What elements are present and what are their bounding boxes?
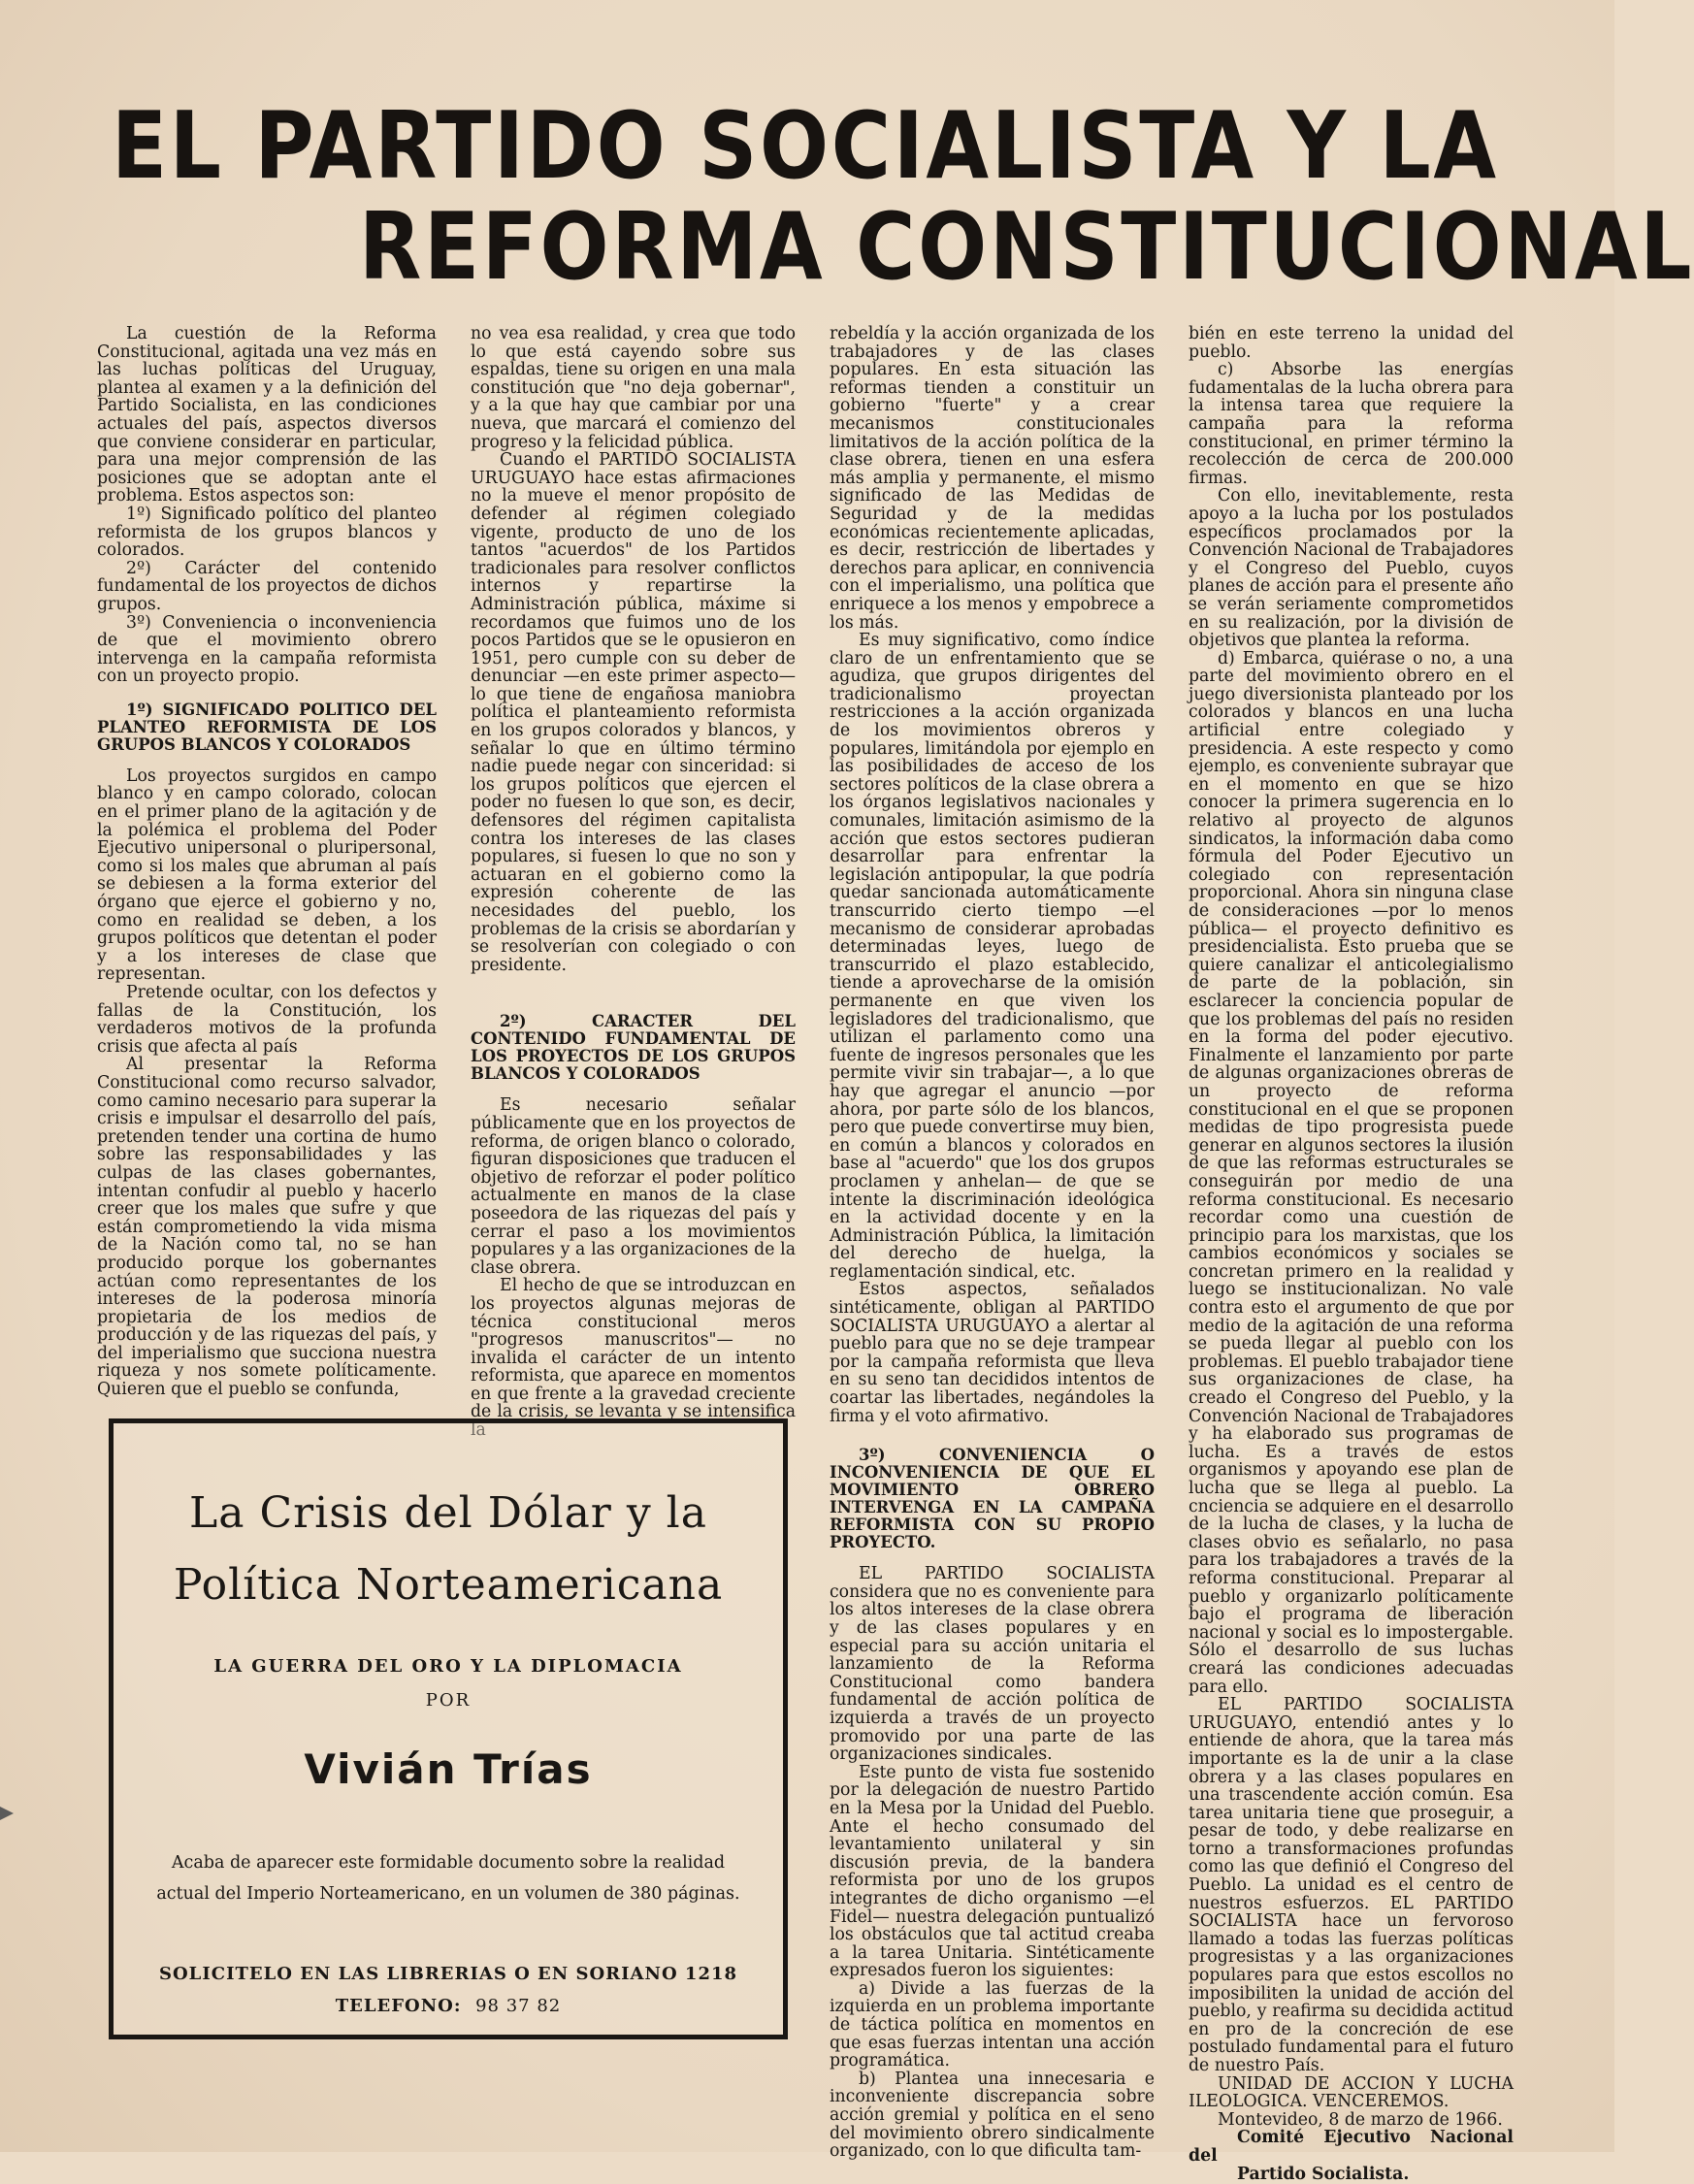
article-column-3 — [830, 324, 1155, 2162]
headline-line-1: EL PARTIDO SOCIALISTA Y LA — [112, 93, 1499, 200]
paragraph: 1º) Significado político del planteo reformista de los grupos blancos y colorados. — [97, 504, 437, 561]
paragraph: La cuestión de la Reforma Constitucional, agitada una vez más en las luchas políticas del Uruguay, plantea al examen y a la definición del Partido Socialista, en las condiciones actuales del país, aspectos diversos que conviene considerar en particular, para una mejor comprensión de las posiciones que se adoptan ante el problema. Estos aspectos son: — [97, 324, 437, 506]
paragraph: 3º) Conveniencia o inconveniencia de que el movimiento obrero intervenga en la campaña reformista con un proyecto propio. — [97, 612, 437, 687]
paragraph: Es necesario señalar públicamente que en los proyectos de reforma, de origen blanco o colorado, figuran disposiciones que traducen el objetivo de reforzar el poder político actualmente en manos de la clase poseedora de las riquezas del país y cerrar el paso a los movimientos populares y a las organizaciones de la clase obrera. — [471, 1095, 796, 1278]
ad-title-line-1: La Crisis del Dólar y la — [189, 1488, 707, 1538]
ad-title — [114, 1478, 783, 1621]
section-heading-1: 1º) SIGNIFICADO POLITICO DEL PLANTEO REFORMISTA DE LOS GRUPOS BLANCOS Y COLORADOS — [97, 700, 437, 754]
ad-author: Vivián Trías — [304, 1745, 593, 1793]
ad-phone-line — [114, 1996, 783, 2016]
paragraph: b) Plantea una innecesaria e inconveniente discrepancia sobre acción gremial y política en el seno del movimiento obrero sindicalmente organizado, con lo que dificulta tam- — [830, 2069, 1155, 2162]
paragraph: El hecho de que se introduzcan en los proyectos algunas mejoras de técnica constitucional meros "progresos manuscritos"— no invalida el carácter de un intento reformista, que aparece en momentos en que frente a la gravedad creciente de la crisis, se levanta y se intensifica la — [471, 1276, 796, 1441]
paragraph: Los proyectos surgidos en campo blanco y en campo colorado, colocan en el primer plano de la agitación y de la polémica el problema del Poder Ejecutivo unipersonal o pluripersonal, como si los males que abruman al país se debiesen a la forma exterior del órgano que ejerce el gobierno y no, como en realidad se deben, a los grupos políticos que detentan el poder y a los intereses de clase que representan. — [97, 766, 437, 985]
paragraph: Con ello, inevitablemente, resta apoyo a la lucha por los postulados específicos proclamados por la Convención Nacional de Trabajadores y el Congreso del Pueblo, cuyos planes de acción para el presente año se verán seriamente comprometidos en su realización, por la división de objetivos que plantea la reforma. — [1189, 486, 1514, 651]
paragraph: EL PARTIDO SOCIALISTA URUGUAYO, entendió antes y lo entiende de ahora, que la tarea más importante es la de unir a la clase obrera y a las clases populares en una trascendente acción común. Esa tarea unitaria tiene que proseguir, a pesar de todo, y debe realizarse en torno a transformaciones profundas como las que definió el Congreso del Pueblo. La unidad es el centro de nuestros esfuerzos. EL PARTIDO SOCIALISTA hace un fervoroso llamado a todas las fuerzas políticas progresistas y a las organizaciones populares para que estos escollos no imposibiliten la unidad de acción del pueblo, y reafirma su decidida actitud en pro de la concreción de ese postulado fundamental para el futuro de nuestro País. — [1189, 1695, 1514, 2075]
paragraph: Pretende ocultar, con los defectos y fallas de la Constitución, los verdaderos motivos de la profunda crisis que afecta al país — [97, 983, 437, 1057]
paragraph: Este punto de vista fue sostenido por la delegación de nuestro Partido en la Mesa por la Unidad del Pueblo. Ante el hecho consumado del levantamiento unilateral y sin discusión previa, de la bandera reformista por uno de los grupos integrantes de dicho organismo —el Fidel— nuestra delegación puntualizó los obstáculos que tal actitud creaba a la tarea Unitaria. Sintéticamente expresados fueron los siguientes: — [830, 1762, 1155, 1981]
paragraph: a) Divide a las fuerzas de la izquierda en un problema importante de táctica política en momentos en que esas fuerzas intentan una acción programática. — [830, 1978, 1155, 2071]
article-column-2 — [471, 324, 796, 1441]
article-column-4 — [1189, 324, 1514, 2184]
paragraph: EL PARTIDO SOCIALISTA considera que no es conveniente para los altos intereses de la clase obrera y de las clases populares y en especial para su acción unitaria el lanzamiento de la Reforma Constitucional como bandera fundamental de acción política de izquierda a través de un proyecto promovido por una parte de las organizaciones sindicales. — [830, 1564, 1155, 1765]
ad-body: Acaba de aparecer este formidable documento sobre la realidad actual del Imperio Norteamericano, en un volumen de 380 páginas. — [156, 1853, 740, 1904]
paragraph: bién en este terreno la unidad del pueblo. — [1189, 324, 1514, 362]
ad-order-line: SOLICITELO EN LAS LIBRERIAS O EN SORIANO 1218 — [158, 1964, 738, 1984]
date-line: Montevideo, 8 de marzo de 1966. — [1218, 2109, 1503, 2130]
ad-subtitle: LA GUERRA DEL ORO Y LA DIPLOMACIA — [213, 1656, 683, 1677]
margin-arrow-icon — [0, 1807, 14, 1820]
paragraph: no vea esa realidad, y crea que todo lo que está cayendo sobre sus espaldas, tiene su origen en una mala constitución que "no deja gobernar", y a la que hay que cambiar por una nueva, que marcará el comienzo del progreso y la felicidad pública. — [471, 324, 796, 452]
paragraph: c) Absorbe las energías fudamentalas de la lucha obrera para la intensa tarea que requiere la campaña para la reforma constitucional, en primer término la recolección de cerca de 200.000 firmas. — [1189, 360, 1514, 488]
paragraph: Estos aspectos, señalados sintéticamente, obligan al PARTIDO SOCIALISTA URUGUAYO a alertar al pueblo para que no se deje trampear por la campaña reformista que lleva en su seno tan decididos intentos de coartar las libertades, negándoles la firma y el voto afirmativo. — [830, 1280, 1155, 1426]
ad-by-label: POR — [425, 1690, 472, 1711]
paragraph: rebeldía y la acción organizada de los trabajadores y de las clases populares. En esta situación las reformas tienden a constituir un gobierno "fuerte" y a crear mecanismos constitucionales limitativos de la acción política de la clase obrera, tienen en una esfera más amplia y permanente, el mismo significado de las Medidas de Seguridad y de la medidas económicas recientemente aplicadas, es decir, restricción de libertades y derechos para aplicar, en connivencia con el imperialismo, una política que enriquece a los menos y empobrece a los más. — [830, 324, 1155, 633]
ad-title-line-2: Política Norteamericana — [173, 1560, 724, 1610]
section-heading-3: 3º) CONVENIENCIA O INCONVENIENCIA DE QUE EL MOVIMIENTO OBRERO INTERVENGA EN LA CAMPAÑA REFORMISTA CON SU PROPIO PROYECTO. — [830, 1446, 1155, 1552]
paragraph: Al presentar la Reforma Constitucional como recurso salvador, como camino necesario para superar la crisis e impulsar el desarrollo del país, pretenden tender una cortina de humo sobre las responsabilidades y las culpas de las clases gobernantes, intentan confudir al pueblo y hacerlo creer que los males que sufre y que están comprometiendo la vida misma de la Nación como tal, no se han producido porque los gobernantes actúan como representantes de los intereses de la poderosa minoría propietaria de los medios de producción y de las riquezas del país, y del imperialismo que succiona nuestra riqueza y nos somete políticamente. Quieren que el pueblo se confunda, — [97, 1055, 437, 1400]
closing-slogan: UNIDAD DE ACCION Y LUCHA ILEOLOGICA. VENCEREMOS. — [1189, 2073, 1514, 2112]
paragraph: Cuando el PARTIDO SOCIALISTA URUGUAYO hace estas afirmaciones no la mueve el menor propósito de defender al régimen colegiado vigente, producto de uno de los tantos "acuerdos" de los Partidos tradicionales para resolver conflictos internos y repartirse la Administración pública, máxime si recordamos que fuimos uno de los pocos Partidos que se le opusieron en 1951, pero cumple con su deber de denunciar —en este primer aspecto— lo que tiene de engañosa maniobra política el planteamiento reformista en los grupos colorados y blancos, y señalar lo que en último término nadie puede negar con sinceridad: si los grupos políticos que ejercen el poder no fuesen lo que son, es decir, defensores del régimen capitalista contra los intereses de las clases populares, si fuesen lo que no son y actuaran en el gobierno como la expresión coherente de las necesidades del pueblo, los problemas de la crisis se abordarían y se resolverían con colegiado o con presidente. — [471, 450, 796, 975]
signature-line-2: Partido Socialista. — [1237, 2164, 1410, 2184]
article-column-1 — [97, 324, 437, 1400]
signature-line-1: Comité Ejecutivo Nacional del — [1189, 2128, 1514, 2166]
paragraph: Es muy significativo, como índice claro de un enfrentamiento que se agudiza, que grupos dirigentes del tradicionalismo proyectan restricciones a la acción organizada de los movimientos obreros y populares, limitándola por ejemplo en las posibilidades de acceso de los sectores políticos de la clase obrera a los órganos legislativos nacionales y comunales, limitación asimismo de la acción que estos sectores pudieran desarrollar para enfrentar la legislación antipopular, la que podría quedar sancionada automáticamente transcurrido cierto tiempo —el mecanismo de considerar aprobadas determinadas leyes, luego de transcurrido el plazo establecido, tiende a aprovecharse de la omisión permanente en que viven los legisladores del tradicionalismo, que utilizan el parlamento como una fuente de ingresos personales que les permite vivir sin trabajar—, a lo que hay que agregar el anuncio —por ahora, por parte sólo de los blancos, pero que puede convertirse muy bien, en común a blancos y colorados en base al "acuerdo" que los dos grupos proclamen y anhelan— de que se intente la discriminación ideológica en la actividad docente y en la Administración Pública, la limitación del derecho de huelga, la reglamentación sindical, etc. — [830, 631, 1155, 1282]
ad-phone-number: 98 37 82 — [475, 1996, 562, 2016]
paragraph: d) Embarca, quiérase o no, a una parte del movimiento obrero en el juego diversionista planteado por los colorados y blancos en una lucha artificial entre colegiado y presidencia. A este respecto y como ejemplo, es conveniente subrayar que en el momento en que se hizo conocer la primera sugerencia en lo relativo al proyecto de algunos sindicatos, la información daba como fórmula del Poder Ejecutivo un colegiado con representación proporcional. Ahora sin ninguna clase de consideraciones —por lo menos pública— el proyecto definitivo es presidencialista. Esto prueba que se quiere canalizar el anticolegialismo de parte de la población, sin esclarecer la conciencia popular de que los problemas del país no residen en la forma del poder ejecutivo. Finalmente el lanzamiento por parte de algunas organizaciones obreras de un proyecto de reforma constitucional en el que se proponen medidas de tipo progresista puede generar en algunos sectores la ilusión de que las reformas estructurales se conseguirán por medio de una reforma constitucional. Es necesario recordar como una cuestión de principio para los marxistas, que los cambios económicos y sociales se concretan primero en la realidad y luego se institucionalizan. No vale contra esto el argumento de que por medio de la agitación de una reforma se pueda llegar al pueblo con los problemas. El pueblo trabajador tiene sus organizaciones de clase, ha creado el Congreso del Pueblo, y la Convención Nacional de Trabajadores y ha elaborado sus programas de lucha. Es a través de estos organismos y apoyando ese plan de lucha que se llega al pueblo. La cnciencia se adquiere en el desarrollo de la lucha de clases, y la lucha de clases obvio es señalarlo, no pasa para los trabajadores a través de la reforma constitucional. Preparar al pueblo y organizarlo políticamente bajo el programa de liberación nacional y social es lo impostergable. Sólo el desarrollo de sus luchas creará las condiciones adecuadas para ello. — [1189, 648, 1514, 1697]
section-heading-2: 2º) CARACTER DEL CONTENIDO FUNDAMENTAL DE LOS PROYECTOS DE LOS GRUPOS BLANCOS Y COLORADOS — [471, 1012, 796, 1084]
headline-line-2: REFORMA CONSTITUCIONAL — [359, 194, 1694, 301]
paragraph: 2º) Carácter del contenido fundamental de los proyectos de dichos grupos. — [97, 558, 437, 614]
ad-phone-label: TELEFONO: — [335, 1996, 462, 2016]
book-advertisement — [109, 1418, 788, 2039]
